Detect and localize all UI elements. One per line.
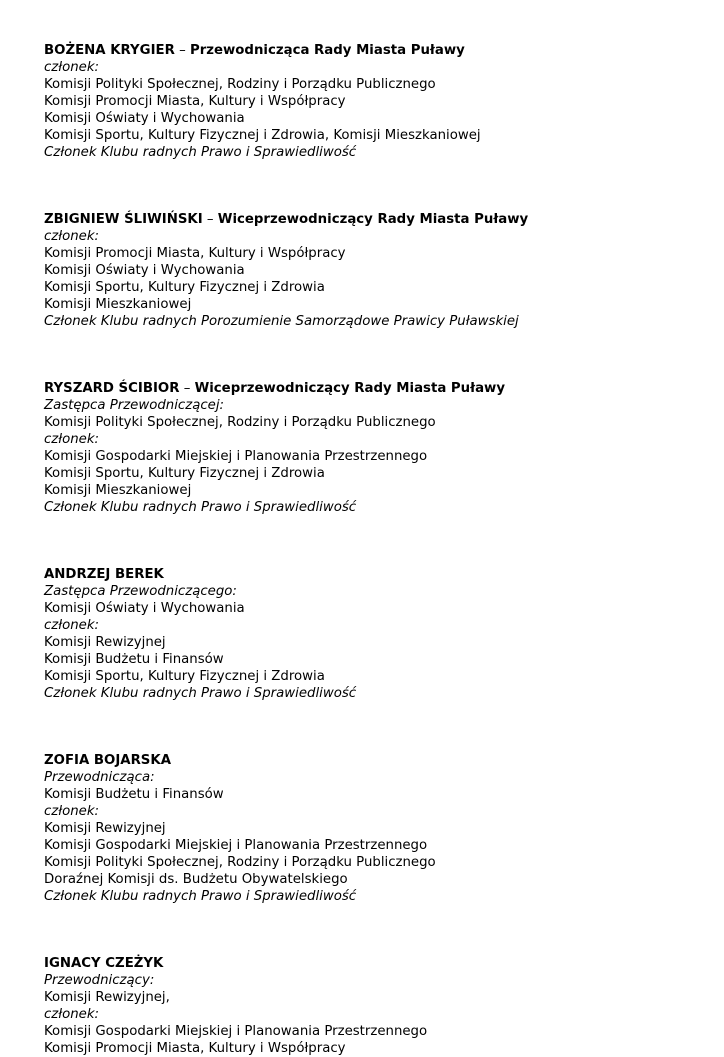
role-label: Zastępca Przewodniczącej: xyxy=(44,398,225,413)
committee-line: Komisji Rewizyjnej, xyxy=(44,990,170,1005)
council-member-entry xyxy=(44,42,704,161)
council-member-entry xyxy=(44,752,704,905)
committee-line: Komisji Rewizyjnej xyxy=(44,821,166,836)
member-name: IGNACY CZEŻYK xyxy=(44,956,164,971)
heading-separator: – xyxy=(179,381,195,396)
committee-line: Komisji Polityki Społecznej, Rodziny i Porządku Publicznego xyxy=(44,855,436,870)
committee-line: Komisji Gospodarki Miejskiej i Planowania Przestrzennego xyxy=(44,1024,428,1039)
committee-line: Komisji Oświaty i Wychowania xyxy=(44,111,245,126)
role-label: Przewodniczący: xyxy=(44,973,155,988)
member-council-role: Wiceprzewodniczący Rady Miasta Puławy xyxy=(217,212,529,227)
committee-line: Komisji Mieszkaniowej xyxy=(44,483,192,498)
committee-line: Komisji Promocji Miasta, Kultury i Współpracy xyxy=(44,94,346,109)
heading-separator: – xyxy=(202,212,218,227)
member-heading xyxy=(44,380,704,397)
club-membership: Członek Klubu radnych Prawo i Sprawiedliwość xyxy=(44,686,357,701)
committee-line: Komisji Sportu, Kultury Fizycznej i Zdrowia xyxy=(44,669,325,684)
member-name: ZOFIA BOJARSKA xyxy=(44,753,171,768)
committee-line: Doraźnej Komisji ds. Budżetu Obywatelskiego xyxy=(44,872,348,887)
role-label: członek: xyxy=(44,618,100,633)
member-name: ZBIGNIEW ŚLIWIŃSKI xyxy=(44,212,203,227)
role-label: członek: xyxy=(44,229,100,244)
committee-line: Komisji Oświaty i Wychowania xyxy=(44,263,245,278)
member-heading xyxy=(44,566,704,583)
club-membership: Członek Klubu radnych Prawo i Sprawiedliwość xyxy=(44,889,357,904)
document-page xyxy=(44,42,704,1057)
club-membership: Członek Klubu radnych Porozumienie Samorządowe Prawicy Puławskiej xyxy=(44,314,519,329)
committee-line: Komisji Sportu, Kultury Fizycznej i Zdrowia xyxy=(44,466,325,481)
role-label: członek: xyxy=(44,804,100,819)
committee-line: Komisji Gospodarki Miejskiej i Planowania Przestrzennego xyxy=(44,449,428,464)
club-membership: Członek Klubu radnych Prawo i Sprawiedliwość xyxy=(44,145,357,160)
member-council-role: Wiceprzewodniczący Rady Miasta Puławy xyxy=(194,381,506,396)
committee-line: Komisji Oświaty i Wychowania xyxy=(44,601,245,616)
club-membership: Członek Klubu radnych Prawo i Sprawiedliwość xyxy=(44,500,357,515)
role-label: członek: xyxy=(44,60,100,75)
council-member-entry xyxy=(44,211,704,330)
committee-line: Komisji Budżetu i Finansów xyxy=(44,787,224,802)
member-name: BOŻENA KRYGIER xyxy=(44,43,175,58)
role-label: Zastępca Przewodniczącego: xyxy=(44,584,237,599)
heading-separator: – xyxy=(174,43,190,58)
member-heading xyxy=(44,42,704,59)
council-member-entry xyxy=(44,955,704,1057)
role-label: członek: xyxy=(44,432,100,447)
committee-line: Komisji Mieszkaniowej xyxy=(44,297,192,312)
member-heading xyxy=(44,211,704,228)
committee-line: Komisji Polityki Społecznej, Rodziny i Porządku Publicznego xyxy=(44,415,436,430)
committee-line: Komisji Promocji Miasta, Kultury i Współpracy xyxy=(44,1041,346,1056)
council-member-entry xyxy=(44,566,704,702)
role-label: Przewodnicząca: xyxy=(44,770,155,785)
member-name: RYSZARD ŚCIBIOR xyxy=(44,381,180,396)
committee-line: Komisji Sportu, Kultury Fizycznej i Zdrowia xyxy=(44,280,325,295)
committee-line: Komisji Budżetu i Finansów xyxy=(44,652,224,667)
committee-line: Komisji Sportu, Kultury Fizycznej i Zdrowia, Komisji Mieszkaniowej xyxy=(44,128,481,143)
committee-line: Komisji Rewizyjnej xyxy=(44,635,166,650)
member-council-role: Przewodnicząca Rady Miasta Puławy xyxy=(189,43,465,58)
committee-line: Komisji Promocji Miasta, Kultury i Współpracy xyxy=(44,246,346,261)
role-label: członek: xyxy=(44,1007,100,1022)
committee-line: Komisji Polityki Społecznej, Rodziny i Porządku Publicznego xyxy=(44,77,436,92)
committee-line: Komisji Gospodarki Miejskiej i Planowania Przestrzennego xyxy=(44,838,428,853)
member-heading xyxy=(44,955,704,972)
member-name: ANDRZEJ BEREK xyxy=(44,567,164,582)
council-member-entry xyxy=(44,380,704,516)
member-heading xyxy=(44,752,704,769)
